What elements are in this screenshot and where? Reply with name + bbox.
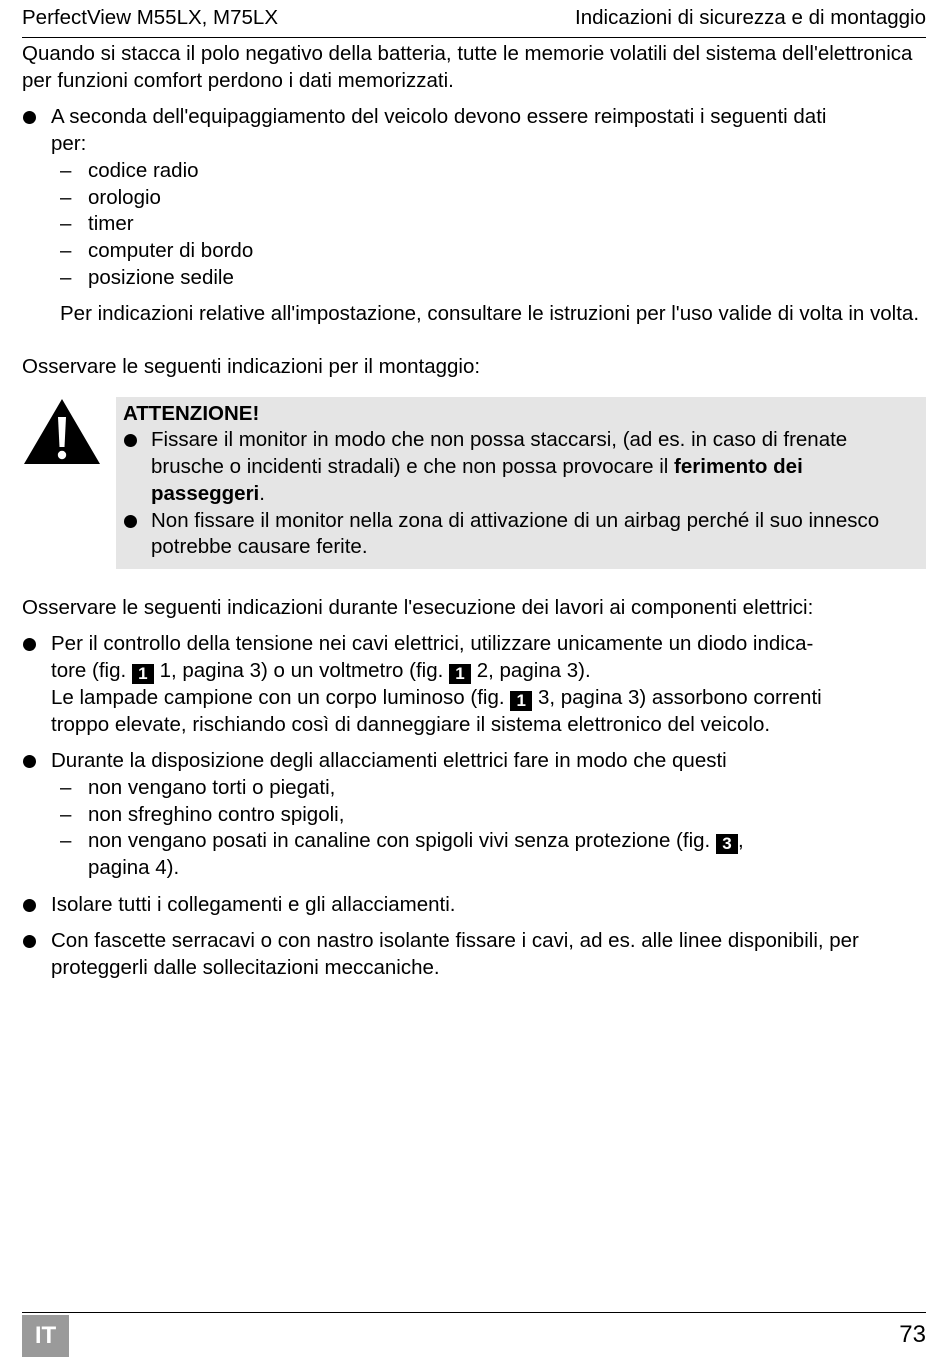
warning-item: Fissare il monitor in modo che non possa staccarsi, (ad es. in caso di frenate brusche o incidenti stradali) e che non possa provocare il ferimento dei passeggeri. — [123, 427, 914, 507]
page-content — [22, 41, 926, 982]
bullet-dot-icon — [23, 899, 36, 912]
bullet-dot-icon — [23, 935, 36, 948]
intro-paragraph: Quando si stacca il polo negativo della batteria, tutte le memorie volatili del sistema dell'elettronica per funzioni comfort perdono i dati memorizzati. — [22, 42, 913, 92]
reset-item: – timer — [22, 211, 926, 238]
reset-bullet — [22, 104, 926, 157]
reset-item: – posizione sedile — [22, 265, 926, 292]
bullet-dot-icon — [124, 515, 137, 528]
page-header — [22, 5, 926, 38]
header-product: PerfectView M55LX, M75LX — [22, 6, 278, 29]
dash-icon: – — [60, 775, 72, 799]
dash-icon: – — [60, 158, 72, 182]
warning-section — [22, 397, 926, 571]
dash-icon: – — [60, 185, 72, 209]
cable-rule-item: – non vengano posati in canaline con spigoli vivi senza protezione (fig. 3 , pagina 4). — [60, 829, 744, 880]
dash-icon: – — [60, 238, 72, 262]
electrical-bullet: Isolare tutti i collegamenti e gli allacciamenti. — [22, 892, 926, 919]
dash-icon: – — [60, 829, 72, 853]
language-tab: IT — [22, 1315, 69, 1357]
warning-emphasis: ferimento dei passeggeri — [151, 455, 803, 505]
figure-ref-badge: 1 — [510, 691, 532, 711]
bullet-dot-icon — [23, 638, 36, 651]
bullet-dot-icon — [124, 434, 137, 447]
electrical-bullet: Con fascette serracavi o con nastro isolante fissare i cavi, ad es. alle linee disponibili, per proteggerli dalle sollecitazioni meccaniche. — [22, 928, 926, 981]
reset-item: – codice radio — [22, 158, 926, 185]
warning-item: Non fissare il monitor nella zona di attivazione di un airbag perché il suo innesco potrebbe causare ferite. — [123, 508, 914, 561]
electrical-bullet: Per il controllo della tensione nei cavi elettrici, utilizzare unicamente un diodo indica- tore (fig. 1 1, pagina 3) o un voltmetro (fig. 1 2, pagina 3). Le lampade campione con un corpo luminoso (fig. 1 3, pagina 3) assorbono correnti troppo elevate, rischiando così di danneggiare il sistema elettronico del veicolo. — [22, 631, 926, 738]
electrical-intro: Osservare le seguenti indicazioni durante l'esecuzione dei lavori ai componenti elettrici: — [22, 595, 814, 619]
cable-rule-item: – non sfreghino contro spigoli, — [22, 802, 926, 829]
reset-line-2: per: — [51, 132, 87, 156]
warning-triangle-icon — [22, 397, 102, 467]
figure-ref-badge: 1 — [132, 664, 154, 684]
mounting-intro: Osservare le seguenti indicazioni per il montaggio: — [22, 355, 481, 379]
reset-item: – orologio — [22, 185, 926, 212]
cable-rule-item: – non vengano torti o piegati, — [22, 775, 926, 802]
footer-rule — [22, 1312, 926, 1313]
bullet-dot-icon — [23, 755, 36, 768]
header-section: Indicazioni di sicurezza e di montaggio — [575, 6, 926, 29]
electrical-bullet: Durante la disposizione degli allacciamenti elettrici fare in modo che questi — [22, 748, 926, 775]
figure-ref-badge: 3 — [716, 834, 738, 854]
reset-line-1: A seconda dell'equipaggiamento del veicolo devono essere reimpostati i seguenti dati — [51, 105, 827, 129]
bullet-dot-icon — [23, 111, 36, 124]
page-number: 73 — [899, 1321, 926, 1348]
dash-icon: – — [60, 265, 72, 289]
warning-box — [116, 397, 926, 569]
dash-icon: – — [60, 802, 72, 826]
dash-icon: – — [60, 212, 72, 236]
figure-ref-badge: 1 — [449, 664, 471, 684]
reset-item: – computer di bordo — [22, 238, 926, 265]
warning-title: ATTENZIONE! — [123, 401, 260, 425]
reset-note: Per indicazioni relative all'impostazione, consultare le istruzioni per l'uso valide di volta in volta. — [60, 302, 920, 326]
